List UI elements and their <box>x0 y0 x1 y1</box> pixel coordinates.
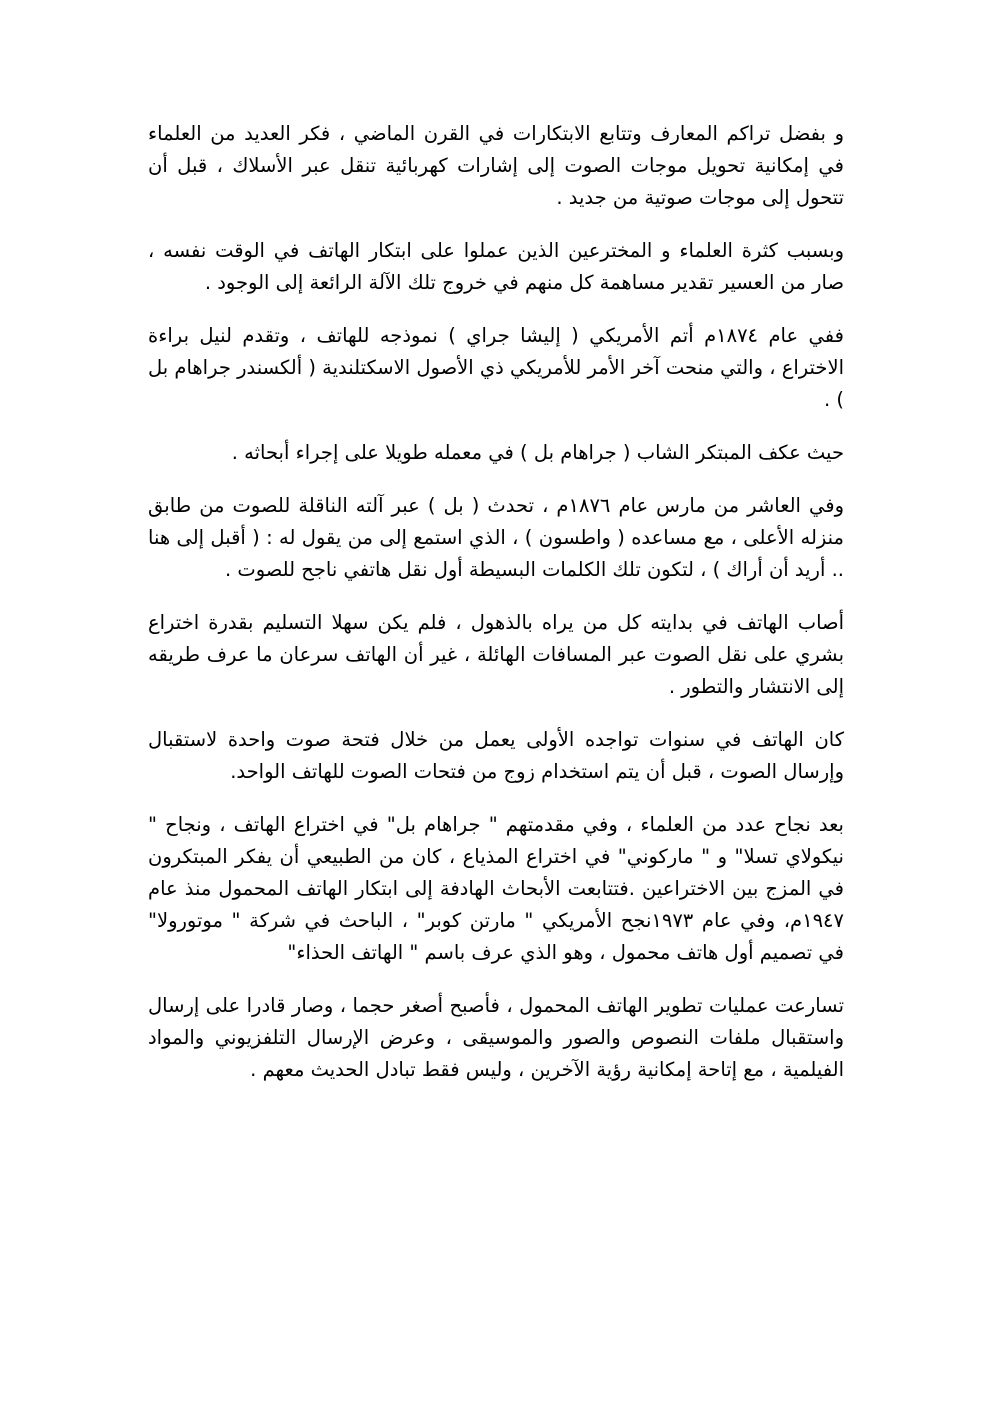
paragraph-4: حيث عكف المبتكر الشاب ( جراهام بل ) في معمله طويلا على إجراء أبحاثه . <box>231 441 844 464</box>
paragraph-2: وبسبب كثرة العلماء و المخترعين الذين عملوا على ابتكار الهاتف في الوقت نفسه ، صار من العسير تقدير مساهمة كل منهم في خروج تلك الآلة الرائعة إلى الوجود . <box>148 239 844 294</box>
paragraph-1: و بفضل تراكم المعارف وتتابع الابتكارات في القرن الماضي ، فكر العديد من العلماء في إمكانية تحويل موجات الصوت إلى إشارات كهربائية تنقل عبر الأسلاك ، قبل أن تتحول إلى موجات صوتية من جديد . <box>148 122 844 209</box>
paragraph-5: وفي العاشر من مارس عام ١٨٧٦م ، تحدث ( بل ) عبر آلته الناقلة للصوت من طابق منزله الأعلى ، مع مساعده ( واطسون ) ، الذي استمع إلى من يقول له : ( أقبل إلى هنا .. أريد أن أراك ) ، لتكون تلك الكلمات البسيطة أول نقل هاتفي ناجح للصوت . <box>148 494 844 581</box>
paragraph-9: تسارعت عمليات تطوير الهاتف المحمول ، فأصبح أصغر حجما ، وصار قادرا على إرسال واستقبال ملفات النصوص والصور والموسيقى ، وعرض الإرسال التلفزيوني والمواد الفيلمية ، مع إتاحة إمكانية رؤية الآخرين ، وليس فقط تبادل الحديث معهم . <box>148 994 844 1081</box>
paragraph-6: أصاب الهاتف في بدايته كل من يراه بالذهول ، فلم يكن سهلا التسليم بقدرة اختراع بشري على نقل الصوت عبر المسافات الهائلة ، غير أن الهاتف سرعان ما عرف طريقه إلى الانتشار والتطور . <box>148 611 844 698</box>
paragraph-7: كان الهاتف في سنوات تواجده الأولى يعمل من خلال فتحة صوت واحدة لاستقبال وإرسال الصوت ، قبل أن يتم استخدام زوج من فتحات الصوت للهاتف الواحد. <box>148 728 844 783</box>
paragraph-8: بعد نجاح عدد من العلماء ، وفي مقدمتهم " جراهام بل" في اختراع الهاتف ، ونجاح " نيكولاي تسلا" و " ماركوني" في اختراع المذياع ، كان من الطبيعي أن يفكر المبتكرون في المزج بين الاختراعين .فتتابعت الأبحاث الهادفة إلى ابتكار الهاتف المحمول منذ عام ١٩٤٧م، وفي عام ١٩٧٣نجح الأمريكي " مارتن كوبر" ، الباحث في شركة " موتورولا" في تصميم أول هاتف محمول ، وهو الذي عرف باسم " الهاتف الحذاء" <box>148 813 844 964</box>
document-body <box>148 118 844 1107</box>
paragraph-3: ففي عام ١٨٧٤م أتم الأمريكي ( إليشا جراي ) نموذجه للهاتف ، وتقدم لنيل براءة الاختراع ، والتي منحت آخر الأمر للأمريكي ذي الأصول الاسكتلندية ( ألكسندر جراهام بل ) . <box>147 324 844 411</box>
